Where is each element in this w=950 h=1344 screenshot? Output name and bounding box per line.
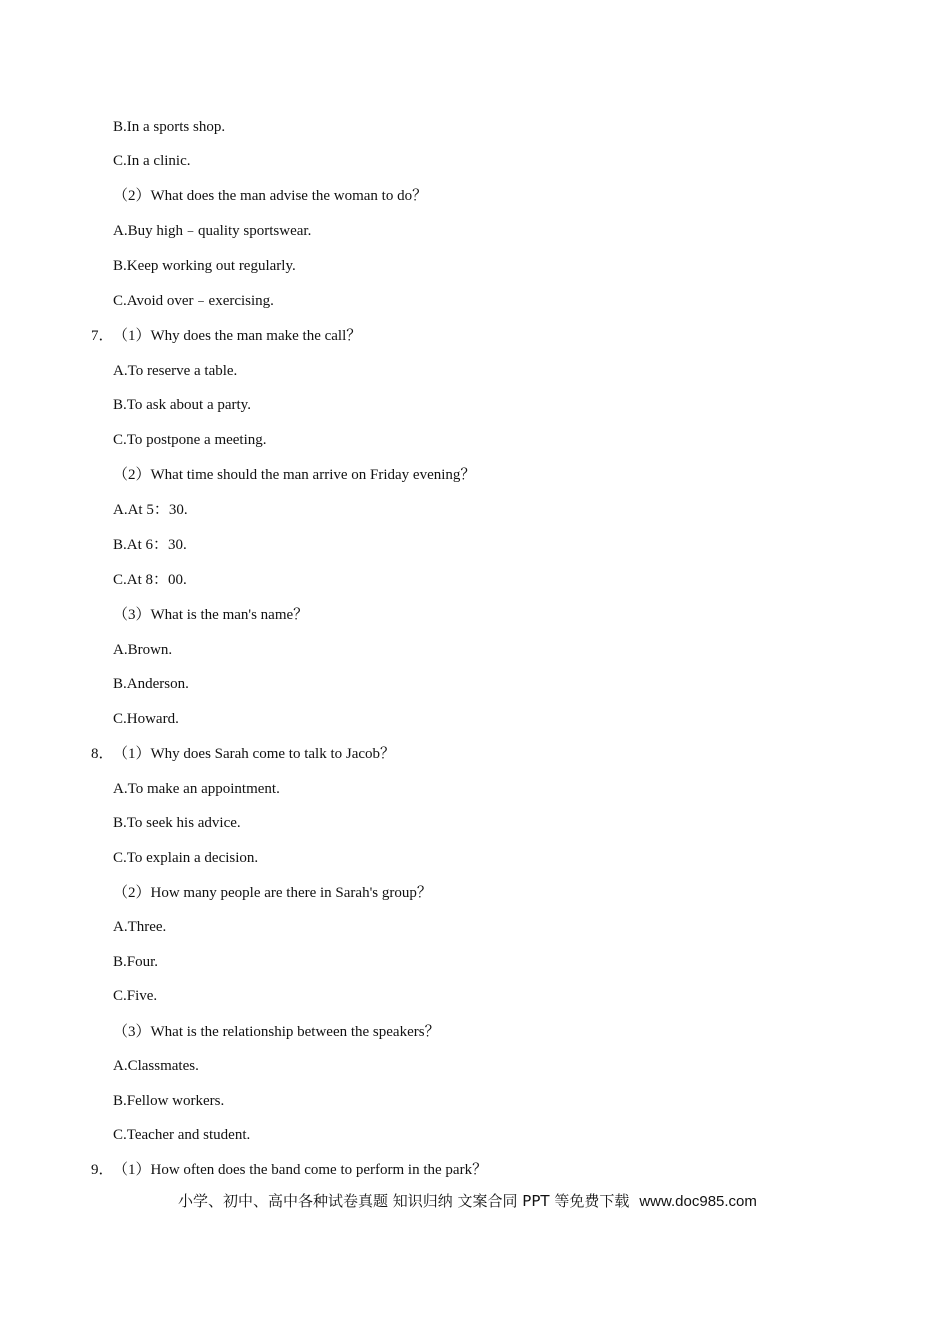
q7-1-option-c: C.To postpone a meeting.: [113, 432, 267, 448]
footer-site-link[interactable]: www.doc985.com: [639, 1193, 757, 1210]
q8-3-option-c: C.Teacher and student.: [113, 1127, 251, 1143]
q6-option-b: B.In a sports shop.: [113, 119, 226, 135]
page-footer: [178, 1191, 757, 1212]
q8-2-option-c: C.Five.: [113, 988, 158, 1004]
q7-1-option-b: B.To ask about a party.: [113, 397, 251, 413]
q8-number: 8．: [91, 746, 114, 762]
q7-3-option-b: B.Anderson.: [113, 676, 189, 692]
q7-1-option-a: A.To reserve a table.: [113, 363, 238, 379]
q7-3-option-a: A.Brown.: [113, 642, 173, 658]
footer-text: 小学、初中、高中各种试卷真题 知识归纳 文案合同 PPT 等免费下载: [178, 1192, 630, 1210]
q8-1-option-a: A.To make an appointment.: [113, 781, 280, 797]
q8-2-option-a: A.Three.: [113, 919, 167, 935]
q8-1-option-b: B.To seek his advice.: [113, 815, 241, 831]
q9-number: 9．: [91, 1162, 114, 1178]
q8-2-option-b: B.Four.: [113, 954, 159, 970]
q9-1-question-line: [91, 1160, 487, 1180]
q7-2-option-c: C.At 8：00.: [113, 572, 187, 588]
q7-number: 7．: [91, 328, 114, 344]
q9-1-question: （1）How often does the band come to perform in the park？: [113, 1162, 488, 1178]
q8-1-question: （1）Why does Sarah come to talk to Jacob？: [113, 746, 396, 762]
q8-2-question: （2）How many people are there in Sarah's group？: [113, 885, 432, 901]
q7-2-option-b: B.At 6：30.: [113, 537, 187, 553]
q7-2-question: （2）What time should the man arrive on Friday evening？: [113, 467, 476, 483]
q6-option-c: C.In a clinic.: [113, 153, 191, 169]
q6-2-option-a: A.Buy high﹣quality sportswear.: [113, 223, 312, 239]
q6-2-option-c: C.Avoid over﹣exercising.: [113, 293, 274, 309]
q7-3-option-c: C.Howard.: [113, 711, 179, 727]
q7-2-option-a: A.At 5：30.: [113, 502, 188, 518]
q7-1-question: （1）Why does the man make the call？: [113, 328, 362, 344]
q8-3-question: （3）What is the relationship between the speakers？: [113, 1024, 440, 1040]
q8-1-question-line: [91, 744, 395, 764]
q8-3-option-a: A.Classmates.: [113, 1058, 199, 1074]
q7-3-question: （3）What is the man's name？: [113, 607, 309, 623]
q7-1-question-line: [91, 326, 361, 346]
q8-3-option-b: B.Fellow workers.: [113, 1093, 225, 1109]
q6-2-question: （2）What does the man advise the woman to do？: [113, 188, 428, 204]
q8-1-option-c: C.To explain a decision.: [113, 850, 259, 866]
q6-2-option-b: B.Keep working out regularly.: [113, 258, 296, 274]
